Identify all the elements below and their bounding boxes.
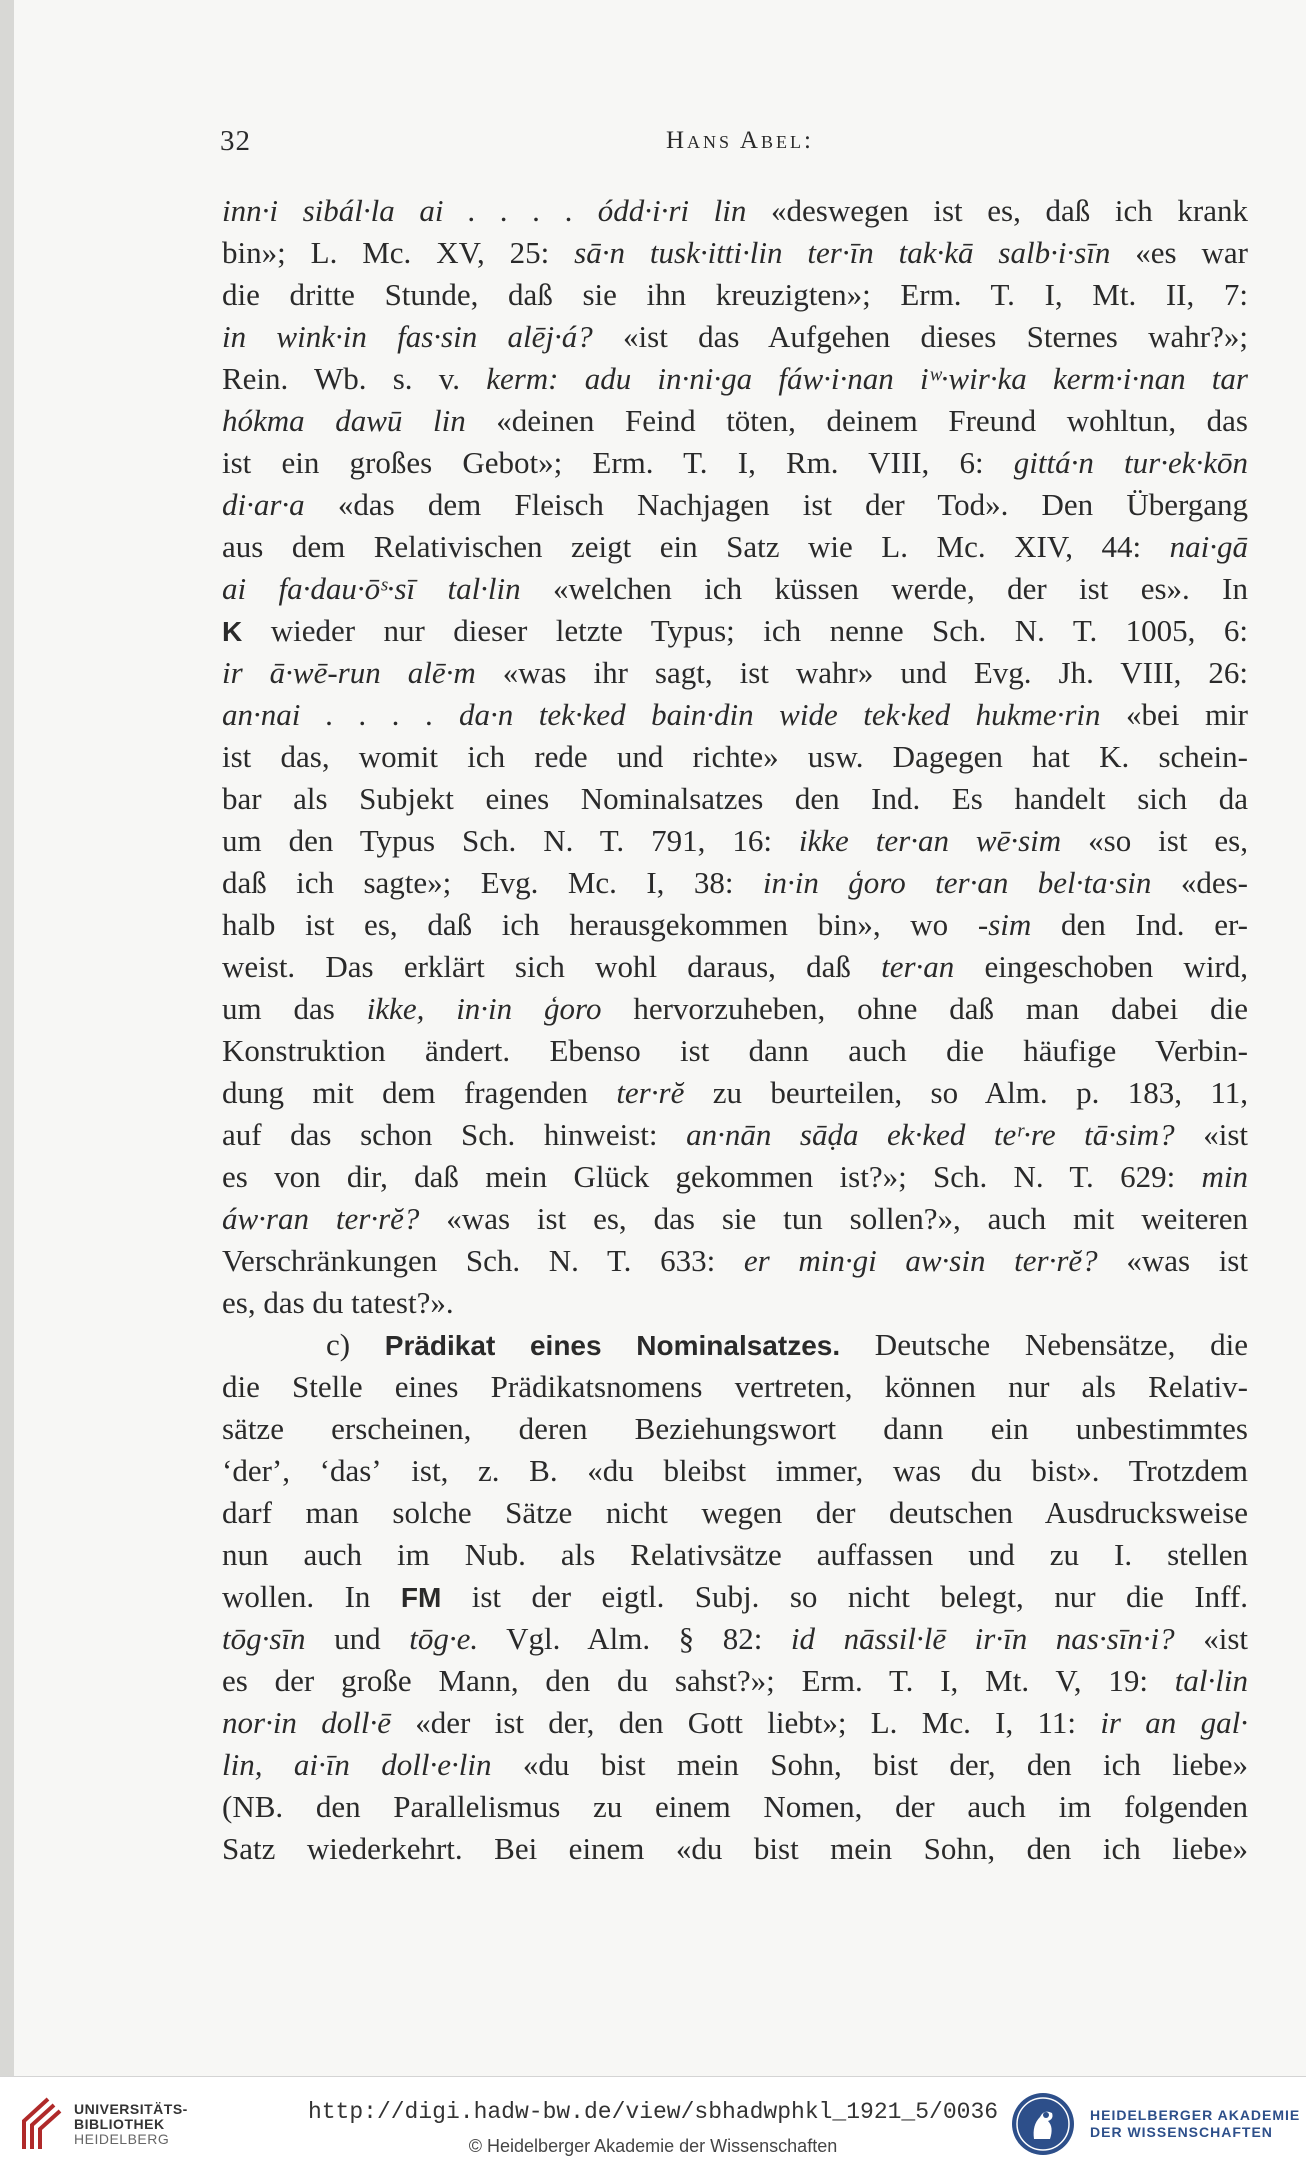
page-number: 32	[220, 125, 251, 157]
text-span: «so ist es,	[1061, 823, 1248, 858]
text-span: um das	[222, 991, 367, 1026]
library-line: UNIVERSITÄTS-	[74, 2101, 188, 2117]
text-span: sätze erscheinen, deren Beziehungswort dann ein unbestimmtes	[222, 1411, 1248, 1446]
text-span: halb ist es, daß ich herausgekommen bin», wo	[222, 907, 978, 942]
text-line	[222, 1366, 1248, 1408]
text-line	[222, 1156, 1248, 1198]
text-line	[222, 1744, 1248, 1786]
text-line	[222, 568, 1248, 610]
body-text	[222, 190, 1248, 1870]
text-line	[222, 1408, 1248, 1450]
academy-name	[1090, 2107, 1300, 2141]
nubian-phrase: ai fa·dau·ōˢ·sī tal·lin	[222, 571, 521, 606]
nubian-phrase: ir an gal·	[1100, 1705, 1248, 1740]
nubian-phrase: lin, ai·īn doll·e·lin	[222, 1747, 492, 1782]
text-line	[222, 1324, 1248, 1366]
text-span: und	[305, 1621, 410, 1656]
text-span: Konstruktion ändert. Ebenso ist dann auch die häufige Verbin-	[222, 1033, 1248, 1068]
text-span: ʻderʼ, ʻdasʼ ist, z. B. «du bleibst immer, was du bist». Trotzdem	[222, 1453, 1248, 1488]
text-span: um den Typus Sch. N. T. 791, 16:	[222, 823, 799, 858]
text-line	[222, 1450, 1248, 1492]
text-line	[222, 736, 1248, 778]
text-span: Rein. Wb. s. v.	[222, 361, 487, 396]
text-line	[222, 1786, 1248, 1828]
text-span: aus dem Relativischen zeigt ein Satz wie L. Mc. XIV, 44:	[222, 529, 1170, 564]
text-span: wollen. In	[222, 1579, 401, 1614]
scan-edge	[0, 0, 14, 2076]
text-line	[222, 274, 1248, 316]
text-span: Vgl. Alm. § 82:	[478, 1621, 791, 1656]
text-span: «des-	[1151, 865, 1248, 900]
text-span: auf das schon Sch. hinweist:	[222, 1117, 687, 1152]
nubian-phrase: er min·gi aw·sin ter·rĕ?	[743, 1243, 1098, 1278]
text-span: ist der eigtl. Subj. so nicht belegt, nur die Inff.	[441, 1579, 1248, 1614]
bold-term: K	[222, 616, 243, 647]
text-span: dung mit dem fragenden	[222, 1075, 617, 1110]
text-line	[222, 358, 1248, 400]
running-head	[14, 125, 1306, 165]
running-head-author: Hans Abel:	[666, 127, 814, 154]
library-line: HEIDELBERG	[74, 2131, 170, 2147]
nubian-phrase: gittá·n tur·ek·kōn	[1013, 445, 1248, 480]
text-line	[222, 1240, 1248, 1282]
nubian-phrase: -sim	[977, 907, 1032, 942]
text-line	[222, 778, 1248, 820]
nubian-phrase: an·nai . . . . da·n tek·ked bain·din wide tek·ked hukme·rin	[222, 697, 1101, 732]
text-span: «du bist mein Sohn, bist der, den ich liebe»	[491, 1747, 1248, 1782]
nubian-phrase: kerm: adu in·ni·ga fáw·i·nan iʷ·wir·ka kerm·i·nan tar	[486, 361, 1248, 396]
text-span: es, das du tatest?».	[222, 1285, 454, 1320]
text-span: «bei mir	[1100, 697, 1249, 732]
text-span: «es war	[1110, 235, 1248, 270]
text-line	[222, 1828, 1248, 1870]
library-line: BIBLIOTHEK	[74, 2116, 165, 2132]
nubian-phrase: min	[1201, 1159, 1248, 1194]
text-line	[222, 1618, 1248, 1660]
text-span: (NB. den Parallelismus zu einem Nomen, der auch im folgenden	[222, 1789, 1248, 1824]
text-line	[222, 1492, 1248, 1534]
text-span: «ist das Aufgehen dieses Sternes wahr?»;	[592, 319, 1248, 354]
text-line	[222, 1534, 1248, 1576]
text-line	[222, 190, 1248, 232]
text-line	[222, 1282, 1248, 1324]
text-span: «ist	[1174, 1621, 1249, 1656]
text-line	[222, 694, 1248, 736]
text-span: ist das, womit ich rede und richte» usw. Dagegen hat K. schein-	[222, 739, 1248, 774]
text-span: nun auch im Nub. als Relativsätze auffassen und zu I. stellen	[222, 1537, 1248, 1572]
text-line	[222, 904, 1248, 946]
text-span: weist. Das erklärt sich wohl daraus, daß	[222, 949, 882, 984]
text-line	[222, 652, 1248, 694]
text-span: bar als Subjekt eines Nominalsatzes den Ind. Es handelt sich da	[222, 781, 1248, 816]
text-span: «was ist	[1097, 1243, 1248, 1278]
nubian-phrase: ikke ter·an wē·sim	[798, 823, 1062, 858]
text-line	[222, 400, 1248, 442]
text-span: den Ind. er-	[1031, 907, 1248, 942]
text-span: wieder nur dieser letzte Typus; ich nenne Sch. N. T. 1005, 6:	[242, 613, 1248, 648]
text-span: eingeschoben wird,	[954, 949, 1249, 984]
nubian-phrase: an·nān sāḍa ek·ked teʳ·re tā·sim?	[686, 1117, 1175, 1152]
text-span: «deswegen ist es, daß ich krank	[746, 193, 1248, 228]
nubian-phrase: in·in ģoro ter·an bel·ta·sin	[762, 865, 1152, 900]
nubian-phrase: in wink·in fas·sin alēj·á?	[222, 319, 593, 354]
text-span: es der große Mann, den du sahst?»; Erm. T. I, Mt. V, 19:	[222, 1663, 1175, 1698]
nubian-phrase: di·ar·a	[222, 487, 305, 522]
text-span: «welchen ich küssen werde, der ist es». In	[520, 571, 1248, 606]
text-line	[222, 820, 1248, 862]
nubian-phrase: ter·rĕ	[616, 1075, 685, 1110]
text-span: die Stelle eines Prädikatsnomens vertreten, können nur als Relativ-	[222, 1369, 1248, 1404]
text-span: «was ist es, das sie tun sollen?», auch mit weiteren	[419, 1201, 1249, 1236]
nubian-phrase: ikke, in·in ģoro	[366, 991, 602, 1026]
text-span: daß ich sagte»; Evg. Mc. I, 38:	[222, 865, 763, 900]
text-span: bin»; L. Mc. XV, 25:	[222, 235, 575, 270]
academy-seal-icon	[1010, 2091, 1076, 2157]
text-line	[222, 610, 1248, 652]
text-span: Satz wiederkehrt. Bei einem «du bist mein Sohn, den ich liebe»	[222, 1831, 1248, 1866]
nubian-phrase: áw·ran ter·rĕ?	[222, 1201, 420, 1236]
text-line	[222, 1114, 1248, 1156]
nubian-phrase: ir ā·wē-run alē·m	[222, 655, 476, 690]
text-line	[222, 946, 1248, 988]
nubian-phrase: tōg·e.	[409, 1621, 479, 1656]
nubian-phrase: nai·gā	[1169, 529, 1248, 564]
text-span: es von dir, daß mein Glück gekommen ist?»; Sch. N. T. 629:	[222, 1159, 1202, 1194]
footer-bar	[0, 2076, 1306, 2170]
nubian-phrase: nor·in doll·ē	[222, 1705, 391, 1740]
text-line	[222, 1660, 1248, 1702]
text-span: darf man solche Sätze nicht wegen der deutschen Ausdrucksweise	[222, 1495, 1248, 1530]
nubian-phrase: hókma dawū lin	[222, 403, 466, 438]
nubian-phrase: inn·i sibál·la ai . . . . ódd·i·ri lin	[222, 193, 747, 228]
text-line	[222, 1198, 1248, 1240]
text-line	[222, 316, 1248, 358]
text-span: «deinen Feind töten, deinem Freund wohltun, das	[465, 403, 1248, 438]
book-page	[14, 0, 1306, 2076]
text-line	[222, 232, 1248, 274]
text-line	[222, 526, 1248, 568]
nubian-phrase: sā·n tusk·itti·lin ter·īn tak·kā salb·i·sīn	[574, 235, 1111, 270]
nubian-phrase: id nāssil·lē ir·īn nas·sīn·i?	[790, 1621, 1175, 1656]
bold-term: FM	[400, 1582, 442, 1613]
text-span: c)	[326, 1327, 385, 1362]
text-span: «ist	[1174, 1117, 1248, 1152]
nubian-phrase: tōg·sīn	[222, 1621, 306, 1656]
text-span: «der ist der, den Gott liebt»; L. Mc. I, 11:	[390, 1705, 1101, 1740]
copyright-notice: © Heidelberger Akademie der Wissenschaften	[468, 2136, 838, 2156]
nubian-phrase: tal·lin	[1174, 1663, 1248, 1698]
text-span: Deutsche Nebensätze, die	[840, 1327, 1248, 1362]
text-line	[222, 442, 1248, 484]
text-span: ist ein großes Gebot»; Erm. T. I, Rm. VIII, 6:	[222, 445, 1014, 480]
text-span: «das dem Fleisch Nachjagen ist der Tod». Den Übergang	[304, 487, 1248, 522]
text-span: «was ihr sagt, ist wahr» und Evg. Jh. VIII, 26:	[475, 655, 1248, 690]
text-span: hervorzuheben, ohne daß man dabei die	[601, 991, 1249, 1026]
text-line	[222, 1702, 1248, 1744]
permalink-url[interactable]: http://digi.hadw-bw.de/view/sbhadwphkl_1921_5/0036	[307, 2099, 999, 2125]
text-line	[222, 1576, 1248, 1618]
text-line	[222, 484, 1248, 526]
text-line	[222, 1072, 1248, 1114]
academy-line: DER WISSENSCHAFTEN	[1090, 2124, 1273, 2140]
text-span: die dritte Stunde, daß sie ihn kreuzigten»; Erm. T. I, Mt. II, 7:	[222, 277, 1248, 312]
text-line	[222, 1030, 1248, 1072]
bold-term: Prädikat eines Nominalsatzes.	[384, 1330, 841, 1361]
text-line	[222, 862, 1248, 904]
text-span: Verschränkungen Sch. N. T. 633:	[222, 1243, 744, 1278]
academy-line: HEIDELBERGER AKADEMIE	[1090, 2107, 1301, 2123]
text-line	[222, 988, 1248, 1030]
text-span: zu beurteilen, so Alm. p. 183, 11,	[684, 1075, 1249, 1110]
nubian-phrase: ter·an	[881, 949, 955, 984]
